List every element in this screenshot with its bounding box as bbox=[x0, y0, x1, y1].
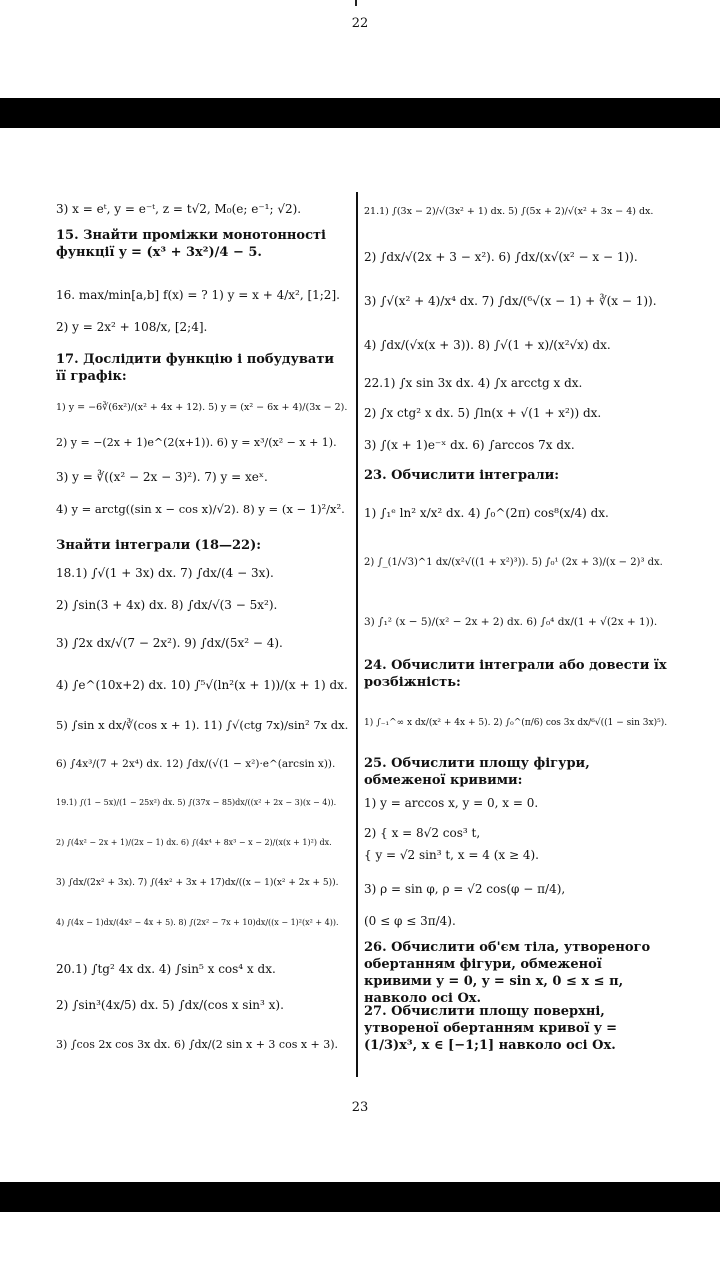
left-column-line: 2) ∫(4x² − 2x + 1)/(2x − 1) dx. 6) ∫(4x⁴ + 8x³ − x − 2)/(x(x + 1)²) dx. bbox=[56, 838, 332, 847]
bottom-black-band bbox=[0, 1182, 720, 1212]
right-column-line: (0 ≤ φ ≤ 3π/4). bbox=[364, 914, 456, 928]
right-column-line: 4) ∫dx/(√x(x + 3)). 8) ∫√(1 + x)/(x²√x) dx. bbox=[364, 338, 611, 352]
right-column-line: 2) ∫dx/√(2x + 3 − x²). 6) ∫dx/(x√(x² − x − 1)). bbox=[364, 250, 638, 264]
left-column-line: 1) y = −6∛(6x²)/(x² + 4x + 12). 5) y = (x² − 6x + 4)/(3x − 2). bbox=[56, 402, 348, 413]
right-column-line: 1) ∫₋₁^∞ x dx/(x² + 4x + 5). 2) ∫₀^(π/6) cos 3x dx/⁶√((1 − sin 3x)⁵). bbox=[364, 718, 668, 728]
left-column-line: 20.1) ∫tg² 4x dx. 4) ∫sin⁵ x cos⁴ x dx. bbox=[56, 962, 276, 976]
left-column-line: 19.1) ∫(1 − 5x)/(1 − 25x²) dx. 5) ∫(37x − 85)dx/((x² + 2x − 3)(x − 4)). bbox=[56, 798, 337, 807]
left-column-line: 18.1) ∫√(1 + 3x) dx. 7) ∫dx/(4 − 3x). bbox=[56, 566, 274, 580]
left-column-line: 15. Знайти проміжки монотонності функції y = (x³ + 3x²)/4 − 5. bbox=[56, 228, 326, 260]
left-column-line: 4) ∫e^(10x+2) dx. 10) ∫⁵√(ln²(x + 1))/(x + 1) dx. bbox=[56, 678, 348, 692]
exercise-page bbox=[56, 192, 668, 1077]
left-column-line: 16. max/min[a,b] f(x) = ? 1) y = x + 4/x², [1;2]. bbox=[56, 288, 340, 302]
top-page-number: 22 bbox=[351, 16, 369, 31]
bottom-page-number: 23 bbox=[351, 1100, 369, 1115]
right-column-line: 25. Обчислити площу фігури, обмеженої кривими: bbox=[364, 756, 590, 788]
right-column-line: 26. Обчислити об'єм тіла, утвореного обертанням фігури, обмеженої кривими y = 0, y = sin x, 0 ≤ x ≤ π, навколо осі Ox. bbox=[364, 940, 651, 1006]
right-column-line: 3) ∫₁² (x − 5)/(x² − 2x + 2) dx. 6) ∫₀⁴ dx/(1 + √(2x + 1)). bbox=[364, 616, 658, 628]
left-column-line: 3) y = ∛((x² − 2x − 3)²). 7) y = xeˣ. bbox=[56, 470, 268, 484]
left-column-line: 2) ∫sin³(4x/5) dx. 5) ∫dx/(cos x sin³ x). bbox=[56, 998, 284, 1012]
right-column-line: 3) ∫(x + 1)e⁻ˣ dx. 6) ∫arccos 7x dx. bbox=[364, 438, 575, 452]
right-column-line: 2) ∫_(1/√3)^1 dx/(x²√((1 + x²)³)). 5) ∫₀¹ (2x + 3)/(x − 2)³ dx. bbox=[364, 557, 663, 568]
left-column-line: 3) ∫2x dx/√(7 − 2x²). 9) ∫dx/(5x² − 4). bbox=[56, 636, 283, 650]
left-column-line: 6) ∫4x³/(7 + 2x⁴) dx. 12) ∫dx/(√(1 − x²)·e^(arcsin x)). bbox=[56, 758, 336, 770]
right-column-line: 3) ∫√(x² + 4)/x⁴ dx. 7) ∫dx/(⁶√(x − 1) + ∛(x − 1)). bbox=[364, 294, 657, 308]
left-column-line: 4) ∫(4x − 1)dx/(4x² − 4x + 5). 8) ∫(2x² − 7x + 10)dx/((x − 1)²(x² + 4)). bbox=[56, 918, 339, 927]
column-divider bbox=[356, 192, 358, 1077]
page-top-mark bbox=[355, 0, 357, 6]
left-column-line: Знайти інтеграли (18—22): bbox=[56, 538, 262, 553]
right-column-line: 2) ∫x ctg² x dx. 5) ∫ln(x + √(1 + x²)) dx. bbox=[364, 406, 602, 420]
left-column-line: 4) y = arctg((sin x − cos x)/√2). 8) y = (x − 1)²/x². bbox=[56, 502, 345, 516]
right-column-line: 22.1) ∫x sin 3x dx. 4) ∫x arcctg x dx. bbox=[364, 376, 583, 390]
right-column bbox=[364, 192, 668, 1077]
right-column-line: 3) ρ = sin φ, ρ = √2 cos(φ − π/4), bbox=[364, 882, 566, 896]
right-column-line: 1) y = arccos x, y = 0, x = 0. bbox=[364, 796, 539, 810]
left-column-line: 2) y = 2x² + 108/x, [2;4]. bbox=[56, 320, 208, 334]
right-column-line: 27. Обчислити площу поверхні, утвореної обертанням кривої y = (1/3)x³, x ∈ [−1;1] навколо осі Ox. bbox=[364, 1004, 617, 1053]
left-column-line: 3) ∫cos 2x cos 3x dx. 6) ∫dx/(2 sin x + 3 cos x + 3). bbox=[56, 1038, 339, 1051]
left-column-line: 17. Дослідити функцію і побудувати її графік: bbox=[56, 352, 335, 384]
right-column-line: 1) ∫₁ᵉ ln² x/x² dx. 4) ∫₀^(2π) cos⁸(x/4) dx. bbox=[364, 506, 609, 520]
left-column-line: 2) ∫sin(3 + 4x) dx. 8) ∫dx/√(3 − 5x²). bbox=[56, 598, 278, 612]
top-black-band bbox=[0, 98, 720, 128]
left-column-line: 3) ∫dx/(2x² + 3x). 7) ∫(4x² + 3x + 17)dx/((x − 1)(x² + 2x + 5)). bbox=[56, 878, 339, 888]
right-column-line: 2) { x = 8√2 cos³ t, bbox=[364, 826, 481, 840]
right-column-line: 24. Обчислити інтеграли або довести їх розбіжність: bbox=[364, 658, 667, 690]
left-column-line: 3) x = eᵗ, y = e⁻ᵗ, z = t√2, M₀(e; e⁻¹; √2). bbox=[56, 202, 302, 216]
right-column-line: 23. Обчислити інтеграли: bbox=[364, 468, 560, 483]
right-column-line: 21.1) ∫(3x − 2)/√(3x² + 1) dx. 5) ∫(5x + 2)/√(x² + 3x − 4) dx. bbox=[364, 206, 654, 217]
right-column-line: { y = √2 sin³ t, x = 4 (x ≥ 4). bbox=[364, 848, 539, 862]
left-column bbox=[56, 192, 348, 1077]
left-column-line: 5) ∫sin x dx/∛(cos x + 1). 11) ∫√(ctg 7x)/sin² 7x dx. bbox=[56, 718, 348, 732]
left-column-line: 2) y = −(2x + 1)e^(2(x+1)). 6) y = x³/(x² − x + 1). bbox=[56, 436, 337, 449]
